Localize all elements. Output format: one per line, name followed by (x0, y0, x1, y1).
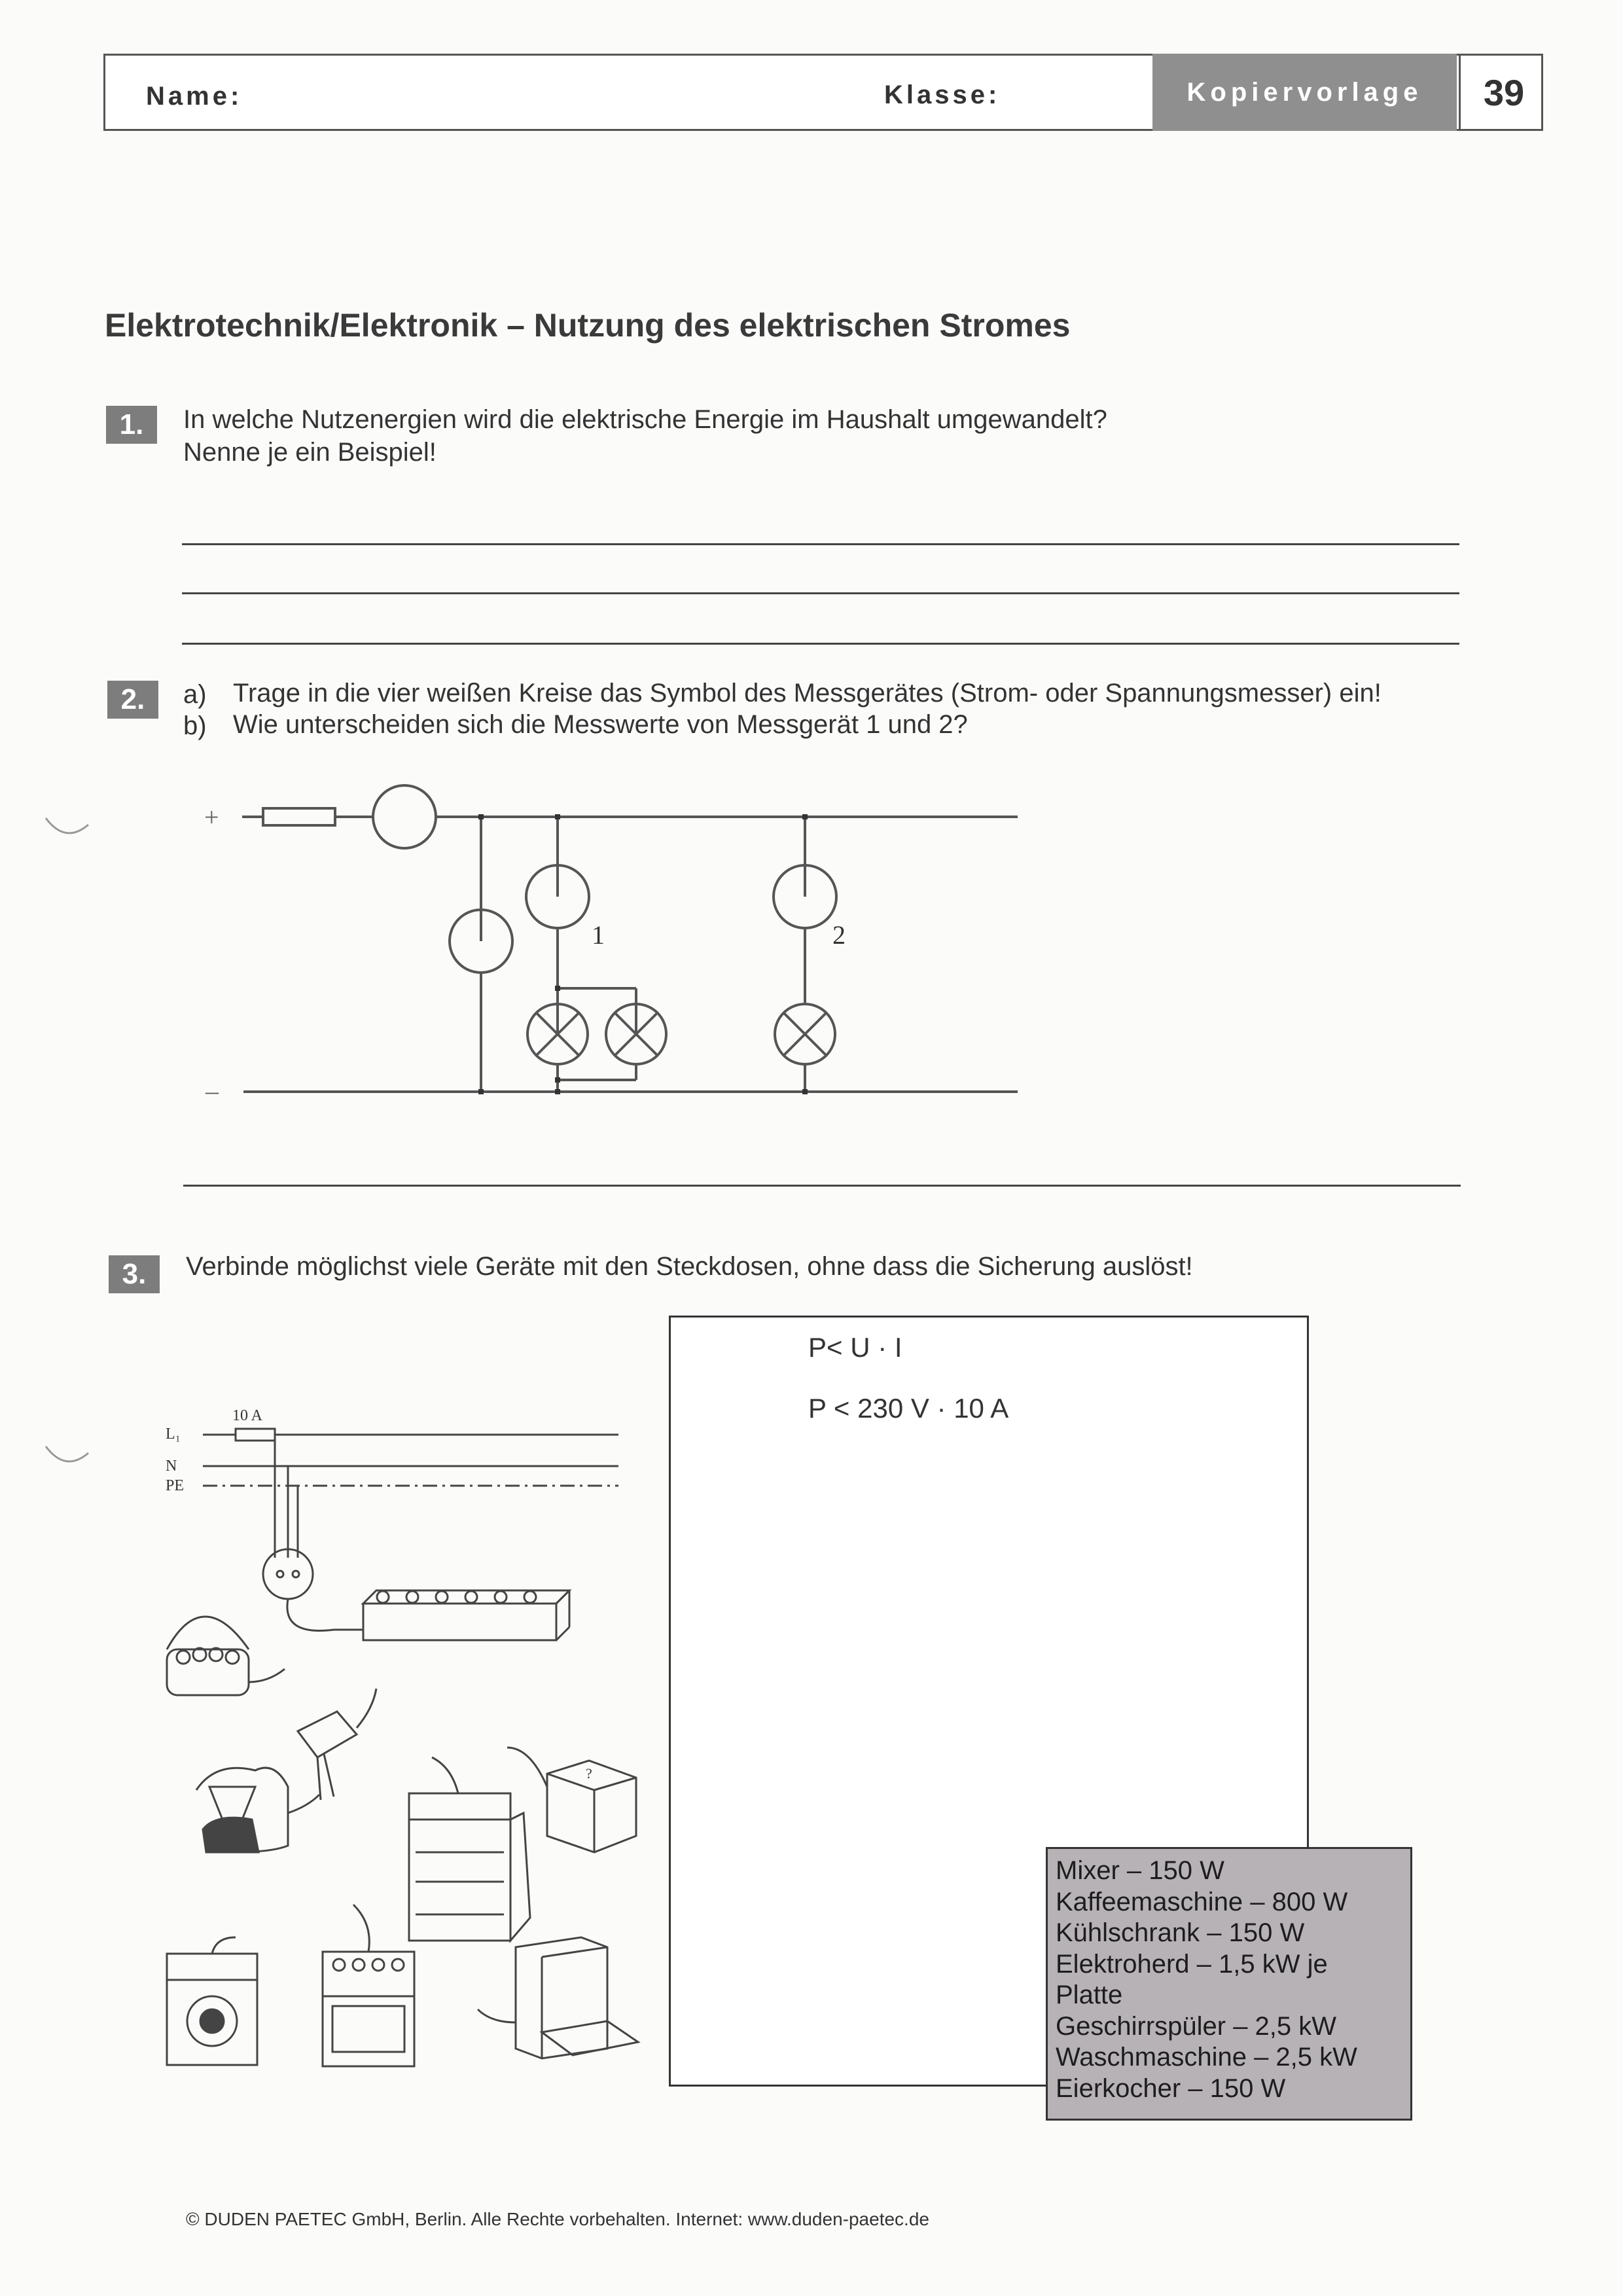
template-label: Kopiervorlage (1152, 54, 1457, 131)
power-list-item: Waschmaschine – 2,5 kW (1056, 2043, 1357, 2072)
task-2-a-marker: a) (183, 680, 207, 709)
task-3-badge: 3. (109, 1255, 160, 1293)
meter-circle-series[interactable] (373, 785, 436, 848)
task-1-line-2: Nenne je ein Beispiel! (183, 438, 437, 467)
power-list-item: Kaffeemaschine – 800 W (1056, 1887, 1348, 1916)
mixer (298, 1712, 357, 1757)
wire-l1-label: L₁ (166, 1426, 181, 1443)
minus-terminal-label: – (205, 1076, 219, 1105)
power-list-item: Kühlschrank – 150 W (1056, 1918, 1305, 1947)
punch-hole-mark-bottom (39, 1440, 98, 1479)
answer-line[interactable] (182, 592, 1459, 594)
class-label: Klasse: (884, 81, 1001, 109)
task-2-a-text: Trage in die vier weißen Kreise das Symbol des Messgerätes (Strom- oder Spannungsmesser) ein! (233, 679, 1382, 708)
meter-1-label: 1 (592, 920, 605, 950)
plus-terminal-label: + (204, 802, 219, 832)
answer-line[interactable] (183, 1185, 1461, 1187)
task-2-b-marker: b) (183, 711, 207, 740)
task-3-text: Verbinde möglichst viele Geräte mit den Steckdosen, ohne dass die Sicherung auslöst! (186, 1252, 1193, 1281)
fridge (409, 1793, 510, 1941)
fuse-symbol (236, 1429, 275, 1441)
copyright-footer: © DUDEN PAETEC GmbH, Berlin. Alle Rechte vorbehalten. Internet: www.duden-paetec.de (186, 2209, 929, 2229)
task-1-badge: 1. (106, 406, 157, 444)
power-list-item: Geschirrspüler – 2,5 kW (1056, 2011, 1337, 2041)
mystery-appliance-label: ? (586, 1765, 592, 1782)
power-list-item: Eierkocher – 150 W (1056, 2073, 1286, 2103)
dishwasher (516, 1937, 607, 2058)
task-1-line-1: In welche Nutzenergien wird die elektrische Energie im Haushalt umgewandelt? (183, 405, 1107, 434)
power-list-item: Elektroherd – 1,5 kW je (1056, 1949, 1328, 1979)
egg-cooker (167, 1617, 249, 1649)
task-2-badge: 2. (107, 681, 158, 719)
header-bar (103, 54, 1543, 131)
electric-stove (323, 1952, 414, 2066)
power-list-item: Mixer – 150 W (1056, 1856, 1224, 1885)
fuse-rating-label: 10 A (232, 1407, 263, 1424)
power-list-item: Platte (1056, 1981, 1123, 2009)
appliance-illustration (157, 1394, 654, 2088)
circuit-diagram (190, 772, 1034, 1113)
meter-2-label: 2 (832, 920, 846, 950)
fuse-symbol (263, 808, 335, 825)
name-label: Name: (146, 82, 243, 111)
wire-n-label: N (166, 1458, 177, 1475)
answer-line[interactable] (182, 543, 1459, 545)
formula-power-values: P < 230 V · 10 A (808, 1393, 1009, 1424)
page-number: 39 (1459, 54, 1547, 131)
appliance-power-list (1046, 1847, 1412, 2121)
task-2-b-text: Wie unterscheiden sich die Messwerte von Messgerät 1 und 2? (233, 710, 968, 739)
page-title: Elektrotechnik/Elektronik – Nutzung des elektrischen Stromes (105, 307, 1071, 344)
power-strip (363, 1604, 556, 1640)
wire-pe-label: PE (166, 1477, 185, 1494)
answer-line[interactable] (182, 643, 1459, 645)
punch-hole-mark-top (39, 812, 98, 851)
formula-power: P< U · I (808, 1332, 902, 1363)
